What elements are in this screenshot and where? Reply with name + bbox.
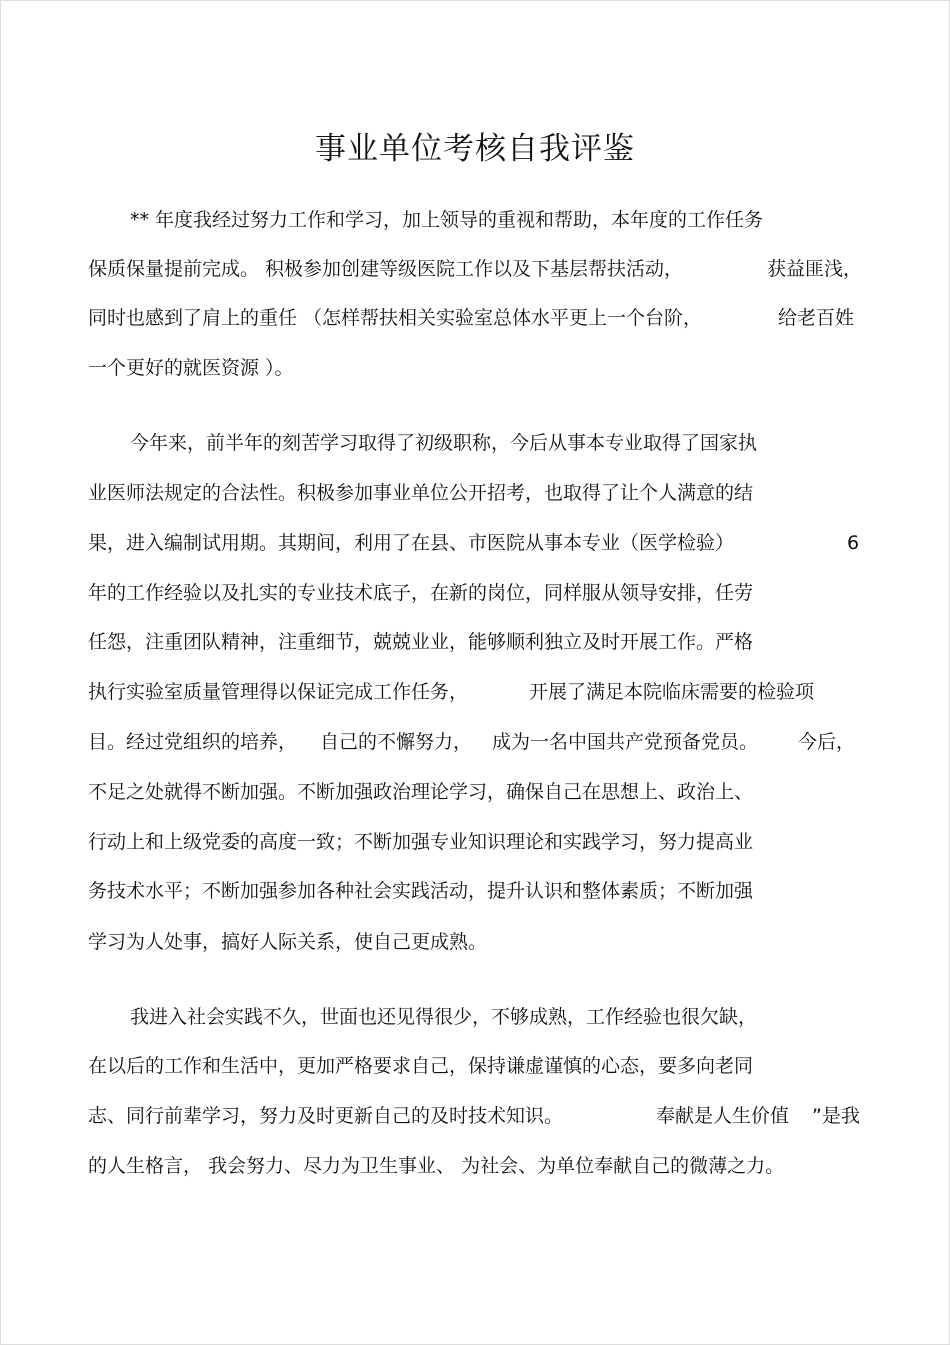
paragraph-3-line-2 xyxy=(88,1051,868,1081)
line-text: 业医师法规定的合法性。积极参加事业单位公开招考，也取得了让个人满意的结 xyxy=(88,482,754,504)
line-text: 成为一名中国共产党预备党员。 xyxy=(492,731,759,753)
line-text: 同时也感到了肩上的重任 （怎样帮扶相关实验室总体水平更上一个台阶， xyxy=(88,307,703,329)
line-text: ”是我 xyxy=(812,1105,860,1127)
line-text: 保质保量提前完成。 积极参加创建等级医院工作以及下基层帮扶活动， xyxy=(88,258,684,280)
line-text: 自己的不懈努力， xyxy=(320,731,473,753)
paragraph-2-line-6 xyxy=(88,677,868,707)
paragraph-2-line-10 xyxy=(88,876,868,906)
line-text: 执行实验室质量管理得以保证完成工作任务， xyxy=(88,681,469,703)
paragraph-2-line-11 xyxy=(88,927,868,957)
line-text: 一个更好的就医资源 ）。 xyxy=(88,357,294,379)
line-text: 6 xyxy=(847,532,860,554)
line-text: 的人生格言， 我会努力、尽力为卫生事业、 为社会、为单位奉献自己的微薄之力。 xyxy=(88,1155,785,1177)
line-text: 在以后的工作和生活中，更加严格要求自己，保持谦虚谨慎的心态，要多向老同 xyxy=(88,1055,754,1077)
line-text: 不足之处就得不断加强。不断加强政治理论学习，确保自己在思想上、政治上、 xyxy=(88,781,754,803)
line-text: 目。经过党组织的培养， xyxy=(88,731,298,753)
paragraph-1-line-4 xyxy=(88,353,868,383)
paragraph-2-line-3 xyxy=(88,528,868,558)
line-text: 任怨，注重团队精神，注重细节，兢兢业业，能够顺利独立及时开展工作。严格 xyxy=(88,631,754,653)
paragraph-1-line-3 xyxy=(88,303,868,333)
paragraph-3-line-4 xyxy=(88,1151,868,1181)
paragraph-2-line-7 xyxy=(88,727,868,757)
paragraph-3-line-1 xyxy=(88,1002,868,1032)
line-text: 获益匪浅， xyxy=(767,258,863,280)
line-text: 行动上和上级党委的高度一致；不断加强专业知识理论和实践学习，努力提高业 xyxy=(88,831,754,853)
line-text: 我进入社会实践不久，世面也还见得很少，不够成熟，工作经验也很欠缺， xyxy=(130,1006,758,1028)
paragraph-2-line-8 xyxy=(88,777,868,807)
line-text: 果，进入编制试用期。其期间，利用了在县、市医院从事本专业（医学检验） xyxy=(88,532,735,554)
paragraph-2-line-9 xyxy=(88,827,868,857)
line-text: 志、同行前辈学习，努力及时更新自己的及时技术知识。 xyxy=(88,1105,564,1127)
paragraph-1-line-1 xyxy=(88,205,868,235)
line-text: 务技术水平；不断加强参加各种社会实践活动，提升认识和整体素质；不断加强 xyxy=(88,880,754,902)
paragraph-2-line-2 xyxy=(88,478,868,508)
line-text: 奉献是人生价值 xyxy=(656,1105,790,1127)
paragraph-3-line-3 xyxy=(88,1101,868,1131)
line-text: 年的工作经验以及扎实的专业技术底子，在新的岗位，同样服从领导安排，任劳 xyxy=(88,582,754,604)
paragraph-1-line-2 xyxy=(88,254,868,284)
line-text: 开展了满足本院临床需要的检验项 xyxy=(529,681,815,703)
line-text: ** 年度我经过努力工作和学习，加上领导的重视和帮助，本年度的工作任务 xyxy=(130,209,764,231)
line-text: 今年来，前半年的刻苦学习取得了初级职称，今后从事本专业取得了国家执 xyxy=(130,432,758,454)
paragraph-2-line-4 xyxy=(88,578,868,608)
document-title: 事业单位考核自我评鉴 xyxy=(315,131,635,167)
paragraph-2-line-1 xyxy=(88,428,868,458)
line-text: 给老百姓 xyxy=(778,307,855,329)
line-text: 今后， xyxy=(798,731,856,753)
line-text: 学习为人处事，搞好人际关系，使自己更成熟。 xyxy=(88,931,488,953)
paragraph-2-line-5 xyxy=(88,627,868,657)
